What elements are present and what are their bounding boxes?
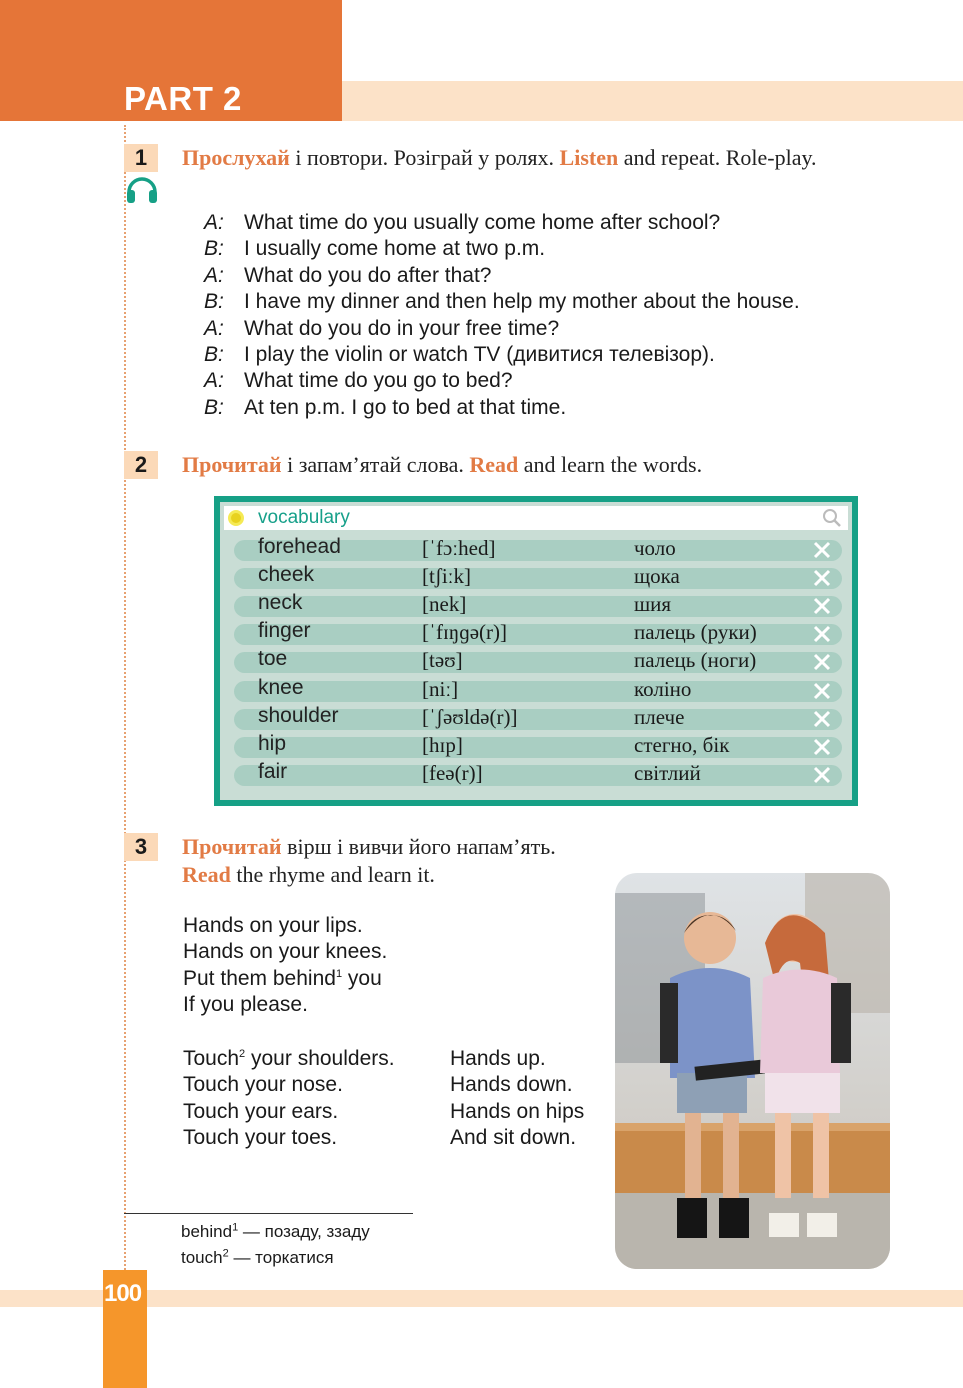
vocabulary-panel <box>214 496 858 806</box>
poem-line-text: Touch <box>183 1047 240 1070</box>
dialog-line <box>204 210 800 236</box>
vocabulary-transcription: [feə(r)] <box>422 760 483 785</box>
exercise-number: 1 <box>124 144 158 172</box>
poem-line: And sit down. <box>450 1126 577 1150</box>
dialog-line <box>204 316 800 342</box>
poem-stanza <box>183 913 387 1019</box>
dialog-text: I play the violin or watch TV (дивитися телевізор). <box>244 342 715 366</box>
yellow-circle-icon <box>228 510 244 526</box>
vocabulary-transcription: [təʊ] <box>422 648 463 673</box>
poem-stanza <box>450 1046 584 1152</box>
instruction-keyword: Read <box>469 452 519 477</box>
close-icon[interactable] <box>812 568 832 588</box>
footnote-marker: 2 <box>222 1247 229 1260</box>
instruction-keyword: Прочитай <box>182 834 282 859</box>
poem-line: Hands up. <box>450 1047 546 1070</box>
dialog-line <box>204 368 800 394</box>
vocabulary-row <box>234 647 842 673</box>
vocabulary-word: fair <box>258 759 288 783</box>
dialog-line <box>204 236 800 262</box>
vocabulary-transcription: [ˈfɔːhed] <box>422 536 496 560</box>
vocabulary-translation: щока <box>634 564 680 589</box>
poem-line-text: you <box>342 966 382 990</box>
vocabulary-word: forehead <box>258 535 341 558</box>
speaker-label: B: <box>204 290 224 314</box>
page-number: 100 <box>104 1280 142 1307</box>
headphones-icon[interactable] <box>125 172 159 206</box>
vocabulary-transcription: [tʃiːk] <box>422 564 471 589</box>
poem-line <box>183 1046 395 1072</box>
vocabulary-word: knee <box>258 675 304 699</box>
instruction-text: вірш і вивчи його напам’ять. <box>281 834 556 859</box>
footnote <box>181 1219 370 1245</box>
close-icon[interactable] <box>812 765 832 785</box>
close-icon[interactable] <box>812 681 832 701</box>
poem-line <box>183 966 387 992</box>
speaker-label: A: <box>204 211 224 234</box>
footnote-marker: 1 <box>335 967 343 980</box>
speaker-label: B: <box>204 342 224 366</box>
vocabulary-label: vocabulary <box>258 507 350 528</box>
exercise-instruction <box>182 144 890 172</box>
dialog <box>204 210 800 421</box>
poem-line <box>183 939 387 965</box>
instruction-text: and learn the words. <box>518 452 703 477</box>
poem-line-text: Hands on your lips. <box>183 914 363 937</box>
instruction-text: і повтори. Розіграй у ролях. <box>289 145 560 170</box>
vocabulary-row <box>234 535 842 561</box>
vocabulary-translation: шия <box>634 592 672 617</box>
dialog-line <box>204 342 800 368</box>
vocabulary-row <box>234 591 842 617</box>
instruction-keyword: Read <box>182 862 231 887</box>
vocabulary-translation: палець (ноги) <box>634 648 757 673</box>
vocabulary-word: finger <box>258 619 311 643</box>
instruction-keyword: Listen <box>559 145 619 170</box>
poem-line-text: your shoulders. <box>245 1047 395 1070</box>
search-icon[interactable] <box>822 508 842 528</box>
poem-line <box>183 913 387 939</box>
vocabulary-row <box>234 563 842 589</box>
vocabulary-word: shoulder <box>258 703 339 727</box>
close-icon[interactable] <box>812 596 832 616</box>
dialog-text: I have my dinner and then help my mother about the house. <box>244 290 800 314</box>
close-icon[interactable] <box>812 709 832 729</box>
footnote-marker: 1 <box>232 1221 239 1234</box>
poem-line <box>183 992 387 1018</box>
exercise-instruction-english <box>182 861 435 889</box>
vocabulary-translation: світлий <box>634 760 701 785</box>
dialog-text: At ten p.m. I go to bed at that time. <box>244 395 567 419</box>
vocabulary-translation: стегно, бік <box>634 732 730 757</box>
part-title: PART 2 <box>124 80 242 117</box>
vocabulary-transcription: [niː] <box>422 676 459 701</box>
footnote-marker: 2 <box>239 1048 246 1060</box>
poem-line: Hands on hips <box>450 1099 585 1123</box>
dialog-line <box>204 289 800 315</box>
instruction-keyword: Прослухай <box>182 145 290 170</box>
footnote-word: touch <box>181 1248 223 1267</box>
header-band <box>342 81 963 121</box>
dialog-text: What time do you usually come home after school? <box>244 211 721 234</box>
exercise-number: 2 <box>124 451 158 479</box>
vocabulary-search-bar[interactable] <box>224 506 848 530</box>
vocabulary-translation: коліно <box>634 676 692 701</box>
speaker-label: B: <box>204 395 224 419</box>
poem-stanza <box>183 1046 395 1152</box>
speaker-label: A: <box>204 369 224 393</box>
speaker-label: A: <box>204 316 224 340</box>
vocabulary-word: hip <box>258 731 287 755</box>
footnote-meaning: — торкатися <box>228 1248 334 1267</box>
poem-line <box>183 1125 395 1151</box>
vocabulary-translation: плече <box>634 704 685 729</box>
dialog-text: I usually come home at two p.m. <box>244 237 546 261</box>
footnote <box>181 1245 334 1271</box>
close-icon[interactable] <box>812 737 832 757</box>
vocabulary-transcription: [ˈʃəʊldə(r)] <box>422 704 518 729</box>
poem-line-text: Touch your toes. <box>183 1126 338 1150</box>
photo-two-kids-with-tablet <box>615 873 890 1269</box>
speaker-label: B: <box>204 237 224 261</box>
vocabulary-row <box>234 703 842 730</box>
instruction-keyword: Прочитай <box>182 452 282 477</box>
instruction-text: the rhyme and learn it. <box>230 862 435 887</box>
exercise-instruction <box>182 833 556 861</box>
poem-line-text: Touch your nose. <box>183 1073 343 1097</box>
poem-line-text: If you please. <box>183 993 308 1017</box>
dialog-text: What do you do in your free time? <box>244 316 560 340</box>
poem-line-text: Put them behind <box>183 966 336 990</box>
vocabulary-word: neck <box>258 591 303 615</box>
poem-line <box>183 1099 395 1125</box>
exercise-number: 3 <box>124 833 158 861</box>
vocabulary-row <box>234 619 842 645</box>
vocabulary-row <box>234 759 842 786</box>
poem-line-text: Touch your ears. <box>183 1099 339 1123</box>
poem-line-text: Hands on your knees. <box>183 940 388 964</box>
footnote-divider <box>124 1213 413 1214</box>
close-icon[interactable] <box>812 624 832 644</box>
close-icon[interactable] <box>812 652 832 672</box>
vocabulary-word: cheek <box>258 563 315 587</box>
vocabulary-row <box>234 675 842 702</box>
vocabulary-row <box>234 731 842 758</box>
margin-dotted-line <box>124 125 126 1270</box>
dialog-text: What do you do after that? <box>244 263 492 287</box>
footnote-word: behind <box>181 1222 233 1241</box>
footnote-meaning: — позаду, ззаду <box>238 1222 370 1241</box>
dialog-text: What time do you go to bed? <box>244 369 513 393</box>
vocabulary-word: toe <box>258 647 288 671</box>
speaker-label: A: <box>204 263 224 287</box>
instruction-text: and repeat. Role-play. <box>618 145 817 170</box>
vocabulary-translation: палець (руки) <box>634 620 757 645</box>
instruction-text: і запам’ятай слова. <box>281 452 470 477</box>
dialog-line <box>204 395 800 421</box>
vocabulary-translation: чоло <box>634 536 676 560</box>
poem-line <box>183 1072 395 1098</box>
poem-line: Hands down. <box>450 1073 573 1097</box>
close-icon[interactable] <box>812 540 832 560</box>
vocabulary-transcription: [nek] <box>422 592 467 617</box>
dialog-line <box>204 263 800 289</box>
vocabulary-transcription: [ˈfɪŋɡə(r)] <box>422 620 507 645</box>
vocabulary-transcription: [hɪp] <box>422 732 463 757</box>
exercise-instruction <box>182 451 702 479</box>
